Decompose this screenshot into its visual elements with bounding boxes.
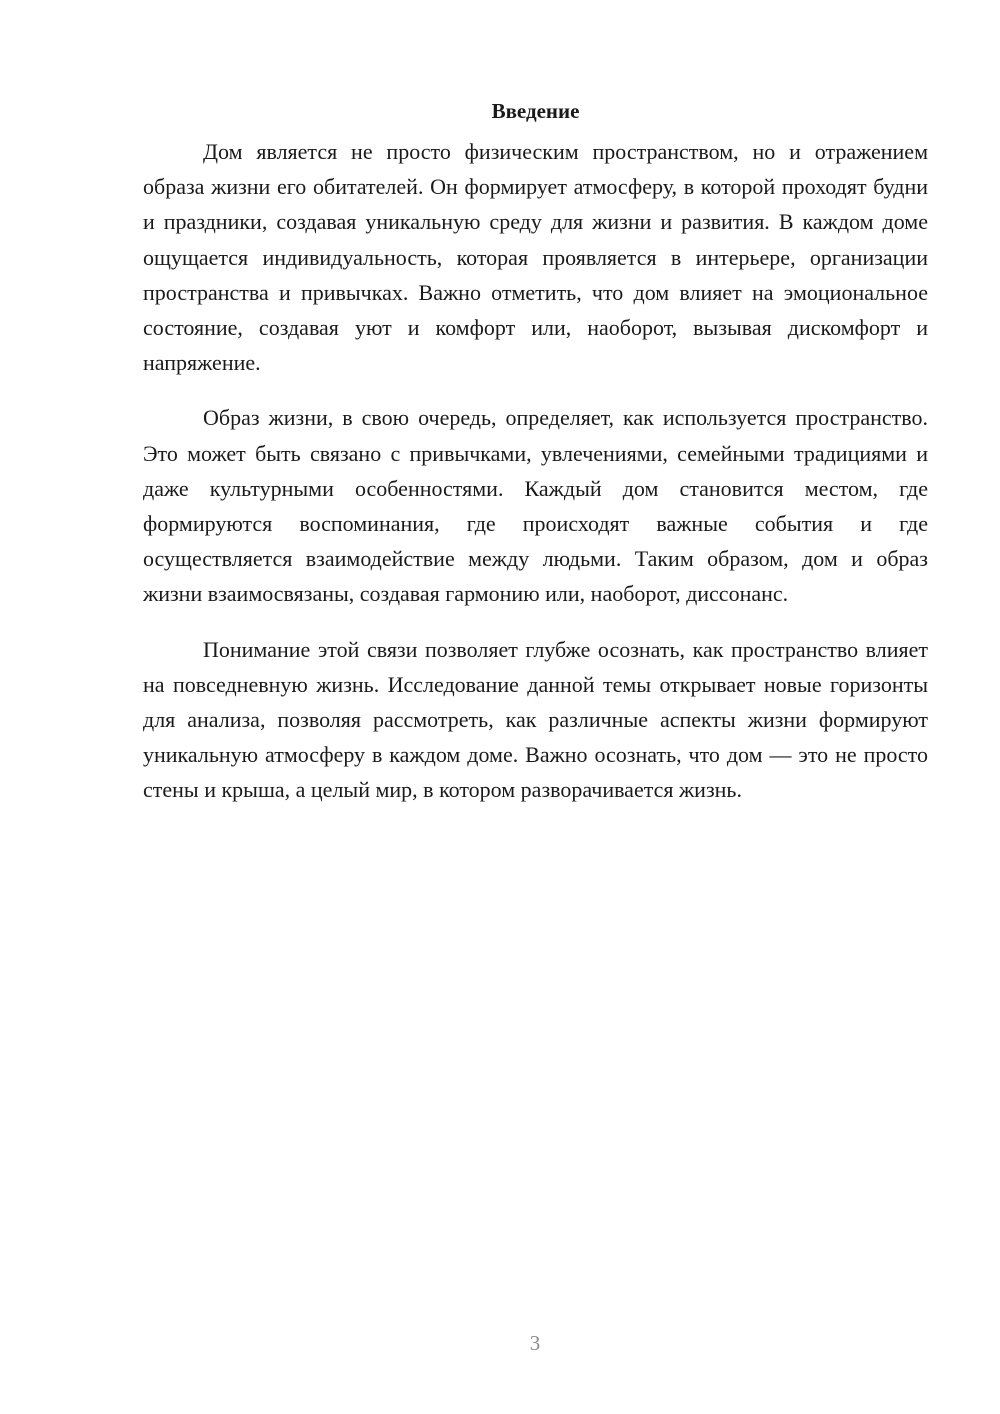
section-title: Введение xyxy=(491,99,580,123)
paragraph-2: Образ жизни, в свою очередь, определяет, как используется пространство. Это может быть связано с привычками, увлечениями, семейными традициями и даже культурными особенностями. Каждый дом становится местом, где формируются воспоминания, где происходят важные события и где осуществляется взаимодействие между людьми. Таким образом, дом и образ жизни взаимосвязаны, создавая гармонию или, наоборот, диссонанс. xyxy=(143,405,928,607)
paragraph-3: Понимание этой связи позволяет глубже осознать, как пространство влияет на повседневную жизнь. Исследование данной темы открывает новые горизонты для анализа, позволяя рассмотреть, как различные аспекты жизни формируют уникальную атмосферу в каждом доме. Важно осознать, что дом — это не просто стены и крыша, а целый мир, в котором разворачивается жизнь. xyxy=(143,636,928,803)
page-number: 3 xyxy=(529,1331,541,1355)
page-content xyxy=(143,92,928,828)
paragraph-1: Дом является не просто физическим пространством, но и отражением образа жизни его обитателей. Он формирует атмосферу, в которой проходят будни и праздники, создавая уникальную среду для жизни и развития. В каждом доме ощущается индивидуальность, которая проявляется в интерьере, организации пространства и привычках. Важно отметить, что дом влияет на эмоциональное состояние, создавая уют и комфорт или, наоборот, вызывая дискомфорт и напряжение. xyxy=(143,139,928,376)
